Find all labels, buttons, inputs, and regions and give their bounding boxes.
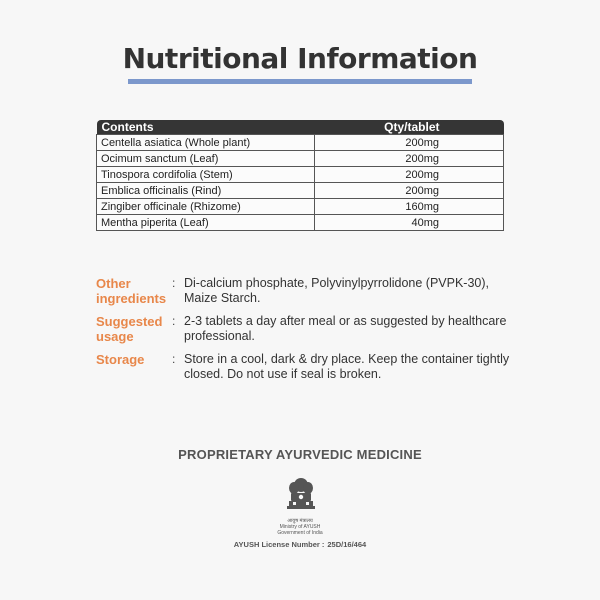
ingredient-qty: 160mg (315, 199, 504, 215)
colon: : (172, 352, 176, 366)
suggested-usage-label: Suggested usage (96, 314, 163, 344)
colon: : (172, 276, 176, 290)
ingredient-qty: 200mg (315, 151, 504, 167)
suggested-usage-value: 2-3 tablets a day after meal or as suggested by healthcare professional. (184, 314, 507, 343)
table-row (97, 135, 504, 151)
header-contents: Contents (97, 120, 315, 135)
suggested-usage-row (96, 314, 516, 344)
national-emblem-icon (285, 476, 317, 516)
ingredient-name: Emblica officinalis (Rind) (97, 183, 315, 199)
storage-row (96, 352, 516, 382)
ingredient-qty: 200mg (315, 167, 504, 183)
other-ingredients-label: Other ingredients (96, 276, 167, 306)
license-label: AYUSH License Number : (233, 540, 325, 549)
ingredient-name: Zingiber officinale (Rhizome) (97, 199, 315, 215)
table-row (97, 183, 504, 199)
title-underline (128, 79, 472, 84)
ingredient-qty: 200mg (315, 135, 504, 151)
proprietary-heading: PROPRIETARY AYURVEDIC MEDICINE (178, 447, 422, 462)
header-qty: Qty/tablet (315, 120, 504, 135)
storage-value: Store in a cool, dark & dry place. Keep the container tightly closed. Do not use if seal is broken. (184, 352, 510, 381)
other-ingredients-row (96, 276, 516, 306)
ingredient-name: Tinospora cordifolia (Stem) (97, 167, 315, 183)
product-info (96, 276, 516, 390)
nutrition-table (96, 120, 504, 231)
ingredient-qty: 40mg (315, 215, 504, 231)
ingredient-qty: 200mg (315, 183, 504, 199)
table-row (97, 151, 504, 167)
table-row (97, 215, 504, 231)
license-number: 25D/16/464 (327, 540, 367, 549)
ingredient-name: Ocimum sanctum (Leaf) (97, 151, 315, 167)
license-line (0, 540, 600, 549)
table-row (97, 167, 504, 183)
page-title: Nutritional Information (122, 42, 478, 75)
colon: : (172, 314, 176, 328)
ministry-caption: आयुष मंत्रालय Ministry of AYUSH Government of India (277, 518, 323, 536)
table-row (97, 199, 504, 215)
ingredient-name: Mentha piperita (Leaf) (97, 215, 315, 231)
other-ingredients-value: Di-calcium phosphate, Polyvinylpyrrolidone (PVPK-30), Maize Starch. (184, 276, 489, 305)
table-header-row (97, 120, 504, 135)
ingredient-name: Centella asiatica (Whole plant) (97, 135, 315, 151)
storage-label: Storage (96, 352, 145, 367)
